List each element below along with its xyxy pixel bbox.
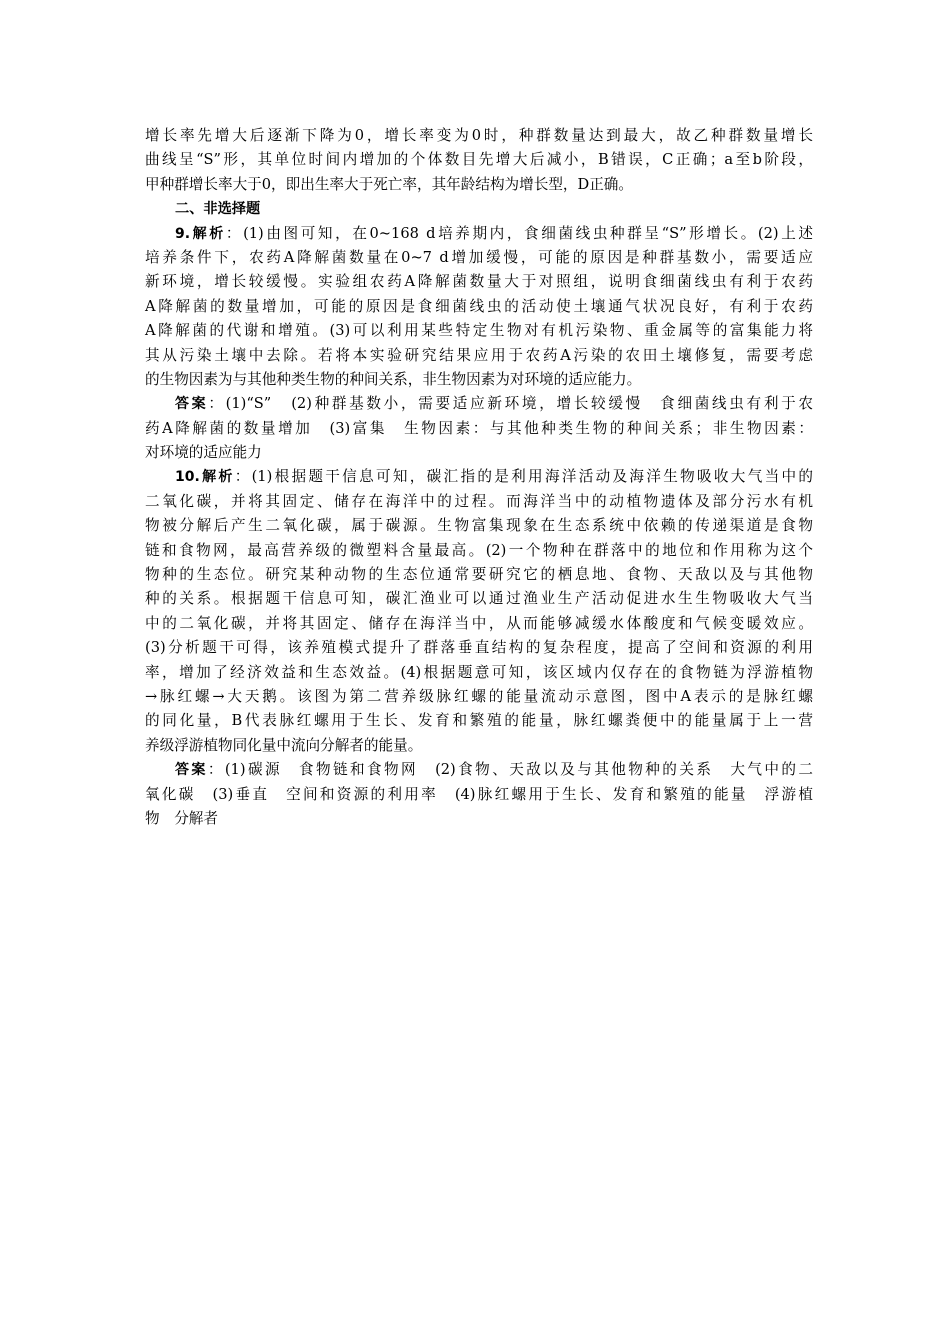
text-line: 物 分解者 [145,809,218,827]
answer-label: 答案 [175,396,209,413]
text-line [145,758,813,782]
text-line: 中的二氧化碳，并将其固定、储存在海洋当中，从而能够减缓水体酸度和气候变暖效应。 [145,614,813,632]
text-line: 氧化碳 (3)垂直 空间和资源的利用率 (4)脉红螺用于生长、发育和繁殖的能量 浮游植 [145,785,813,803]
text-line: (3)分析题干可得，该养殖模式提升了群落垂直结构的复杂程度，提高了空间和资源的利用 [145,639,813,657]
text-line: 养级浮游植物同化量中流向分解者的能量。 [145,736,423,754]
text-line: 其从污染土壤中去除。若将本实验研究结果应用于农药A污染的农田土壤修复，需要考虑 [145,346,813,364]
text-line [145,392,813,416]
text-line: 曲线呈“S”形，其单位时间内增加的个体数目先增大后减小，B错误，C正确；a至b阶段， [145,151,813,169]
text-line: 物被分解后产生二氧化碳，属于碳源。生物富集现象在生态系统中依赖的传递渠道是食物 [145,517,813,535]
text-line: 链和食物网，最高营养级的微塑料含量最高。(2)一个物种在群落中的地位和作用称为这个 [145,541,813,559]
text-line: 甲种群增长率大于0，即出生率大于死亡率，其年龄结构为增长型，D正确。 [145,175,633,193]
text-line: A降解菌的代谢和增殖。(3)可以利用某些特定生物对有机污染物、重金属等的富集能力将 [145,322,813,340]
text-line: 药A降解菌的数量增加 (3)富集 生物因素：与其他种类生物的种间关系；非生物因素： [145,419,813,437]
analysis-label: 10.解析 [175,469,235,486]
text-line: 新环境，增长较缓慢。实验组农药A降解菌数量大于对照组，说明食细菌线虫有利于农药 [145,273,813,291]
text-line: →脉红螺→大天鹅。该图为第二营养级脉红螺的能量流动示意图，图中A表示的是脉红螺 [145,687,813,705]
intro-paragraph [145,124,813,197]
text-line: A降解菌的数量增加，可能的原因是食细菌线虫的活动使土壤通气状况良好，有利于农药 [145,297,813,315]
text-line: 培养条件下，农药A降解菌数量在0~7 d增加缓慢，可能的原因是种群基数小，需要适应 [145,248,813,266]
text-line: 增长率先增大后逐渐下降为0，增长率变为0时，种群数量达到最大，故乙种群数量增长 [145,127,813,144]
q9-analysis-paragraph [145,222,813,393]
text-span: ：(1)根据题干信息可知，碳汇指的是利用海洋活动及海洋生物吸收大气当中的 [234,468,813,486]
text-line: 二氧化碳，并将其固定、储存在海洋中的过程。而海洋当中的动植物遗体及部分污水有机 [145,492,813,510]
text-line: 率，增加了经济效益和生态效益。(4)根据题意可知，该区域内仅存在的食物链为浮游植物 [145,663,813,681]
text-line [145,222,813,246]
text-line: 种的关系。根据题干信息可知，碳汇渔业可以通过渔业生产活动促进水生生物吸收大气当 [145,590,813,608]
text-line: 的生物因素为与其他种类生物的种间关系，非生物因素为对环境的适应能力。 [145,370,642,388]
text-line: 物种的生态位。研究某种动物的生态位通常要研究它的栖息地、食物、天敌以及与其他物 [145,566,813,584]
text-span: ：(1)碳源 食物链和食物网 (2)食物、天敌以及与其他物种的关系 大气中的二 [207,761,813,779]
text-span: ：(1)“S” (2)种群基数小，需要适应新环境，增长较缓慢 食细菌线虫有利于农 [208,395,813,413]
q10-analysis-paragraph [145,465,813,758]
text-span: ：(1)由图可知，在0~168 d培养期内，食细菌线虫种群呈“S”形增长。(2)上述 [225,224,813,242]
document-body [145,124,813,831]
q9-answer-paragraph [145,392,813,465]
answer-label: 答案 [175,762,208,779]
q10-answer-paragraph [145,758,813,831]
section-title: 二、非选择题 [175,201,261,218]
text-line: 对环境的适应能力 [145,444,262,462]
text-line: 的同化量，B代表脉红螺用于生长、发育和繁殖的能量，脉红螺粪便中的能量属于上一营 [145,712,813,730]
analysis-label: 9.解析 [175,225,226,242]
text-line [145,465,813,489]
